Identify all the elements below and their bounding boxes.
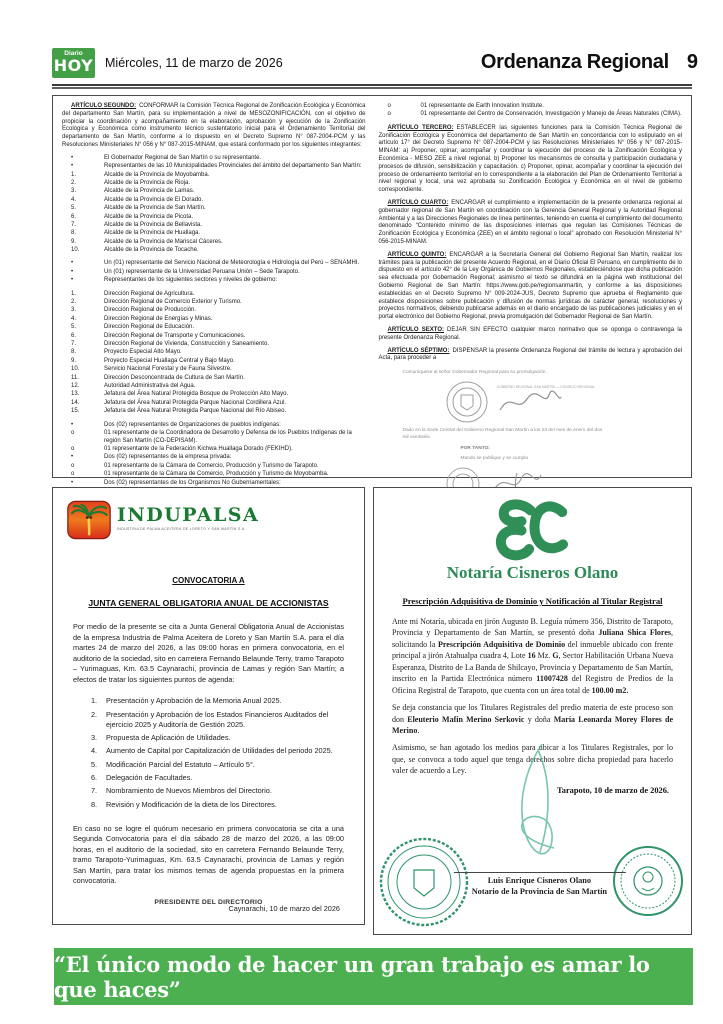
list-text: 01 representante de la Federación Kichwa Huallaga Dorado (FEKIHD).: [104, 446, 293, 453]
indupalsa-brand-name: INDUPALSA: [117, 504, 260, 526]
list-marker: •: [71, 260, 74, 267]
agenda-item: [91, 800, 340, 810]
scan-comuniquese: Comuníquese al señor Gobernador Regional para su promulgación.: [402, 370, 547, 376]
list-marker: o: [71, 462, 75, 469]
list-marker: 5.: [71, 324, 77, 331]
agenda-number: 7.: [91, 786, 98, 796]
list-text: Dirección Regional de Producción.: [104, 307, 197, 314]
list-marker: o: [71, 429, 75, 436]
notary-signer-title: Notario de la Provincia de San Martín: [471, 887, 608, 897]
list-item: [62, 375, 366, 383]
list-text: Autoridad Administrativa del Agua.: [104, 382, 196, 389]
list-marker: •: [71, 268, 74, 275]
articles-list: [379, 125, 683, 363]
notaria-date: Tarapoto, 10 de marzo de 2026.: [556, 785, 669, 795]
list-text: Servicio Nacional Forestal y de Fauna Silvestre.: [104, 366, 232, 373]
articulo-segundo-text: CONFORMAR la Comisión Técnica Regional de Zonificación Ecológica y Económica del departamento San Martín, para su implementación a nivel de MESOZONIFICACIÓN, con el objetivo de propiciar la coordinación y acompañamiento en la elaboración, aprobación y ejecución de la Zonificación Ecológica y Económica como instrumento técnico sustentatorio inicial para el Ordenamiento Territorial del departamento de San Martín, conforme a lo dispuesto en el Decreto Supremo N° 087-2004-PCM y las Resoluciones Ministeriales N° 056 y N° 087-2015-MINAM, que estará conformado por los siguientes integrantes:: [62, 103, 366, 148]
ordinance-left-column: [62, 103, 366, 486]
list-text: Alcalde de la Provincia de Bellavista.: [104, 221, 203, 228]
list-text: Alcalde de la Provincia de Rioja.: [104, 179, 191, 186]
notaria-document-title: Prescripción Adquisitiva de Dominio y Notificación al Titular Registral: [402, 596, 663, 606]
list-marker: o: [71, 446, 75, 453]
ong-list: [379, 103, 683, 119]
list-item: [62, 358, 366, 366]
list-item: [62, 463, 366, 471]
list-text: Dirección Regional de Agricultura.: [104, 290, 195, 297]
section-title: Ordenanza Regional: [480, 51, 669, 73]
integrantes-list-1: [62, 155, 366, 171]
edition-date: Miércoles, 11 de marzo de 2026: [105, 55, 283, 70]
list-text: Alcalde de la Provincia de San Martín.: [104, 205, 206, 212]
list-marker: 7.: [71, 340, 77, 347]
list-text: Alcalde de la Provincia de Mariscal Cáceres.: [104, 238, 223, 245]
logo-hoy-text: HOY: [53, 55, 94, 75]
agenda-number: 2.: [91, 709, 98, 719]
agenda-item: [91, 760, 340, 770]
list-marker: 2.: [71, 299, 77, 306]
list-marker: 1.: [71, 171, 77, 178]
articulo-paragraph: [379, 200, 683, 247]
paragraph-segment: Juliana Shica Flores: [598, 628, 671, 638]
regional-council-seal-icon: [445, 380, 489, 424]
list-item: [62, 349, 366, 357]
list-item: [62, 400, 366, 408]
notary-signature-area: [374, 832, 691, 928]
agenda-item: [91, 773, 340, 783]
paragraph-segment: del inmueble ubicado con frente principal a jirón Atahualpa cuadra 4, Lote: [392, 639, 674, 661]
agenda-item: [91, 746, 340, 756]
convocatoria-paragraph-1: Por medio de la presente se cita a Junta General Obligatoria Anual de Accionistas de la empresa Industria de Palma Aceitera de Loreto y San Martín S.A. para el día martes 24 de marzo del 2026, a las 09:00 horas en primera convocatoria, en el auditorio de la sociedad, sito en carretera Fernando Belaunde Terry, tramo Tarapoto – Yurimaguas, Km. 63.5 Caynarachi, provincia de Lamas y región San Martín; a efectos de tratar los siguientes puntos de agenda:: [73, 622, 344, 684]
agenda-text: Presentación y Aprobación de la Memoria Anual 2025.: [106, 696, 282, 706]
list-item: [379, 103, 683, 111]
list-marker: 6.: [71, 332, 77, 339]
paragraph-segment: 16: [527, 651, 536, 661]
list-text: 01 representante de la Cámara de Comercio, Producción y Turismo de Tarapoto.: [104, 462, 319, 469]
list-marker: 3.: [71, 307, 77, 314]
list-marker: 2.: [71, 179, 77, 186]
indupalsa-logo-row: [67, 500, 350, 540]
list-item: [62, 214, 366, 222]
agenda-number: 4.: [91, 746, 98, 756]
notaria-name: Notaría Cisneros Olano: [446, 563, 619, 582]
paragraph-segment: y doña: [524, 714, 554, 724]
list-text: Jefatura del Área Natural Protegida Parque Nacional Cordillera Azul.: [104, 399, 287, 406]
agenda-number: 8.: [91, 799, 98, 809]
list-text: Un (01) representante del Servicio Nacional de Meteorología e Hidrología del Perú – SENAMHI.: [104, 260, 360, 267]
notaria-cisneros-logo-icon: [483, 498, 583, 560]
paragraph-segment: .: [417, 725, 420, 735]
list-marker: 15.: [71, 408, 80, 415]
list-text: El Gobernador Regional de San Martín o su representante.: [104, 154, 262, 161]
list-item: [62, 454, 366, 462]
list-item: [62, 422, 366, 430]
list-marker: •: [71, 163, 74, 170]
list-marker: 9.: [71, 238, 77, 245]
list-marker: •: [71, 154, 74, 161]
paragraph-segment: María Leonarda Morey Flores de Merino: [392, 714, 673, 735]
articulo-label: ARTÍCULO CUARTO:: [387, 199, 449, 206]
list-item: [62, 205, 366, 213]
notaria-paragraph-3: Asimismo, se han agotado los medios para ubicar a los Titulares Registrales, por lo que, se convoca a todo aquel que tenga derechos sobre dicha propiedad para hacerlo valer de acuerdo a Ley.: [392, 743, 673, 776]
paragraph-segment: Prescripción Adquisitiva de Dominio: [438, 639, 566, 649]
presidente-directorio-label: PRESIDENTE DEL DIRECTORIO: [154, 899, 263, 906]
list-marker: 4.: [71, 315, 77, 322]
list-marker: 12.: [71, 382, 80, 389]
list-text: Dos (02) representantes de la empresa privada:: [104, 454, 232, 461]
notaria-logo: [390, 498, 675, 565]
agenda-text: Delegación de Facultades.: [106, 773, 193, 783]
list-item: [62, 180, 366, 188]
junta-title: JUNTA GENERAL OBLIGATORIA ANUAL DE ACCIONISTAS: [88, 598, 329, 608]
articulo-text: ESTABLECER las siguientes funciones para la Comisión Técnica Regional de Zonificación Ecológica y Económica del departamento de San Martín en concordancia con lo estipulado en el artículo 17° del Decreto Supremo N° 087-2004-PCM y las Resoluciones Ministeriales N° 056 y N° 087-2015-MINAM: a) Proponer, opinar, acompañar y coordinar la ejecución del proceso de la Zonificación Ecológica y Económica - MESO ZEE a nivel regional. b) Proponer los mecanismos de consulta y participación ciudadana y procesos de difusión, sensibilización y capacitación. c) Proponer, opinar, acompañar y coordinar la ejecución del proceso de ordenamiento territorial en lo correspondiente a la elaboración del Plan de Ordenamiento Territorial a nivel regional y local, una vez aprobada su Zonificación Ecológica y Económica en el nivel de gobierno correspondiente.: [378, 124, 682, 194]
convocatoria-titles: [67, 576, 350, 608]
list-text: Jefatura del Área Natural Protegida Parque Nacional del Río Abiseo.: [104, 408, 287, 415]
paragraph-segment: Ante mi Notaría, ubicada en jirón Augusto B. Leguía número 356, Distrito de Tarapoto, Provincia y Departamento de San Martín, se presentó doña: [392, 617, 673, 638]
agenda-text: Propuesta de Aplicación de Utilidades.: [106, 733, 231, 742]
integrantes-list-3: [62, 422, 366, 488]
list-marker: •: [71, 479, 74, 486]
list-item: [62, 341, 366, 349]
agenda-text: Revisión y Modificación de la dieta de los Directores.: [106, 799, 277, 809]
list-item: [62, 277, 366, 285]
list-text: Jefatura del Área Natural Protegida Bosque de Protección Alto Mayo.: [104, 391, 289, 398]
list-text: 01 representante de la Coordinadora de Desarrollo y Defensa de los Pueblos Indígenas de la región San Martín (CO-DEPISAM).: [104, 429, 352, 444]
list-marker: 11.: [71, 374, 79, 381]
list-text: Representantes de los siguientes sectores y niveles de gobierno:: [104, 277, 278, 284]
list-item: [62, 408, 366, 416]
list-text: 01 representante del Centro de Conservación, Investigación y Manejo de Áreas Naturales (CIMA).: [420, 111, 682, 118]
ordinance-section: [52, 95, 692, 486]
scan-dado: Dado en la Sede Central del Gobierno Regional San Martín a los 23 del mes de enero del dos mil veintiséis.: [402, 427, 603, 440]
agenda-text: Nombramiento de Nuevos Miembros del Directorio.: [106, 786, 272, 796]
list-marker: 10.: [71, 247, 80, 254]
paragraph-segment: , solicitando la: [392, 628, 673, 649]
articulo-label: ARTÍCULO QUINTO:: [387, 251, 447, 258]
paragraph-segment: 100.00 m2.: [591, 685, 629, 695]
scan-por-tanto: POR TANTO:: [460, 446, 490, 452]
list-item: [62, 316, 366, 324]
list-item: [62, 163, 366, 171]
articulo-text: ENCARGAR el cumplimiento e implementación de la presente ordenanza regional al gobernador regional de San Martín en coordinación con la Gerencia General Regional y la Autoridad Regional Ambiental y a las Direcciones Regionales de línea pertinentes, teniendo en cuenta el cumplimiento del documento denominado “Contenido mínimo de las disposiciones internas que regulan las Comisiones Técnicas de Zonificación Ecológica y Económica (ZEE) en el ámbito regional o local” aprobado con Resolución Ministerial N° 056-2015-MINAM.: [378, 199, 683, 245]
list-marker: •: [71, 277, 74, 284]
indupalsa-palm-logo-icon: [67, 500, 111, 540]
list-item: [62, 446, 366, 454]
list-text: Alcalde de la Provincia de Huallaga.: [104, 230, 201, 237]
articulo-label: ARTÍCULO TERCERO:: [387, 124, 454, 131]
articulo-label: ARTÍCULO SÉPTIMO:: [387, 347, 450, 354]
agenda-text: Presentación y Aprobación de los Estados Financieros Auditados del ejercicio 2025 y Auditoría de Gestión 2025.: [106, 709, 329, 729]
list-item: [62, 197, 366, 205]
header-divider: [52, 84, 692, 89]
list-item: [62, 155, 366, 163]
list-marker: 8.: [71, 349, 77, 356]
list-marker: 7.: [71, 221, 77, 228]
articulo-paragraph: [379, 348, 683, 364]
list-text: Dirección Regional de Energías y Minas.: [104, 315, 213, 322]
agenda-number: 5.: [91, 759, 98, 769]
list-text: Alcalde de la Provincia de El Dorado.: [104, 196, 204, 203]
scan-mando: Mando se publique y se cumpla: [460, 455, 528, 461]
agenda-number: 6.: [91, 773, 98, 783]
list-item: [62, 366, 366, 374]
notaria-paragraph-2: [392, 702, 673, 736]
list-text: Dirección Regional de Vivienda, Construcción y Saneamiento.: [104, 340, 269, 347]
list-text: Dos (02) representantes de Organizaciones de pueblos indígenas:: [104, 421, 281, 428]
sectors-list: [62, 291, 366, 416]
convocatoria-title: CONVOCATORIA A: [172, 576, 245, 585]
scan-stamp-row-1: [445, 380, 647, 424]
list-marker: •: [71, 454, 74, 461]
footer-quote-text: “El único modo de hacer un gran trabajo es amar lo que haces”: [54, 951, 650, 1002]
list-text: Un (01) representante de la Universidad Peruana Unión – Sede Tarapoto.: [104, 268, 300, 275]
list-item: [62, 172, 366, 180]
articulo-segundo: [62, 103, 366, 150]
indupalsa-brand-block: [117, 500, 259, 531]
agenda-text: Modificación Parcial del Estatuto – Artículo 5°.: [106, 759, 255, 769]
notary-signer-block: [453, 872, 625, 898]
list-marker: 1.: [71, 290, 77, 297]
paragraph-segment: 11007428: [536, 674, 568, 684]
paragraph-segment: Se deja constancia que los Titulares Registrales del predio materia de este proceso son don: [392, 703, 673, 724]
agenda-item: [91, 696, 340, 706]
seal-caption: GOBIERNO REGIONAL SAN MARTÍN — CONSEJO REGIONAL: [496, 384, 596, 389]
list-item: [379, 111, 683, 119]
notary-signer-name: Luis Enrique Cisneros Olano: [487, 875, 592, 885]
list-text: Dirección Regional de Transporte y Comunicaciones.: [104, 332, 246, 339]
convocatoria-date: Caynarachi, 10 de marzo del 2026: [228, 904, 340, 914]
list-item: [62, 269, 366, 277]
agenda-number: 3.: [91, 733, 98, 742]
paragraph-segment: Eleuterio Mafín Merino Serkovic: [407, 714, 525, 724]
list-marker: 5.: [71, 205, 77, 212]
list-marker: 9.: [71, 357, 77, 364]
list-marker: 8.: [71, 230, 77, 237]
official-signature-icon: [497, 389, 563, 415]
list-text: Dos (02) representantes de los Organismos No Gubernamentales:: [104, 479, 281, 486]
paragraph-segment: del Registro de Predios de la Oficina Registral de Tarapoto, que cuenta con un área total de: [392, 674, 673, 695]
scan-seal-caption-and-signature: [497, 385, 596, 419]
list-item: [62, 391, 366, 399]
list-item: [62, 239, 366, 247]
list-text: Dirección Regional de Comercio Exterior y Turismo.: [104, 299, 242, 306]
articulo-paragraph: [379, 252, 683, 322]
signature-scan-block: [403, 370, 647, 502]
agenda-number: 1.: [91, 696, 98, 706]
list-text: Alcalde de la Provincia de Moyobamba.: [104, 171, 210, 178]
list-text: Alcalde de la Provincia de Lamas.: [104, 188, 195, 195]
list-item: [62, 260, 366, 268]
provinces-list: [62, 172, 366, 255]
agenda-item: [91, 733, 340, 743]
list-text: Alcalde de la Provincia de Tocache.: [104, 247, 199, 254]
articulo-label: ARTÍCULO SEXTO:: [387, 326, 445, 333]
list-item: [62, 471, 366, 479]
list-item: [62, 430, 366, 446]
list-item: [62, 324, 366, 332]
list-text: Alcalde de la Provincia de Picota.: [104, 213, 194, 220]
agenda-text: Aumento de Capital por Capitalización de Utilidades del periodo 2025.: [106, 746, 333, 756]
list-marker: 10.: [71, 366, 80, 373]
list-text: Dirección Desconcentrada de Cultura de San Martín.: [104, 374, 245, 381]
list-text: Proyecto Especial Alto Mayo.: [104, 349, 182, 356]
masthead: [52, 46, 698, 79]
articulo-text: DISPENSAR la presente Ordenanza Regional del trámite de lectura y aprobación del Acta, para proceder a: [378, 347, 683, 362]
list-marker: 4.: [71, 196, 77, 203]
notaria-notice: [373, 487, 692, 935]
list-marker: 13.: [71, 391, 80, 398]
agenda-item: [91, 710, 340, 730]
articulo-text: ENCARGAR a la Secretaría General del Gobierno Regional San Martín, realizar los trámites para la publicación del presente Acuerdo Regional, en el Diario Oficial El Peruano, en cumplimiento de lo dispuesto en el artículo 42° de la Ley Orgánica de Gobiernos Regionales, estableciéndose que dicha publicación sea efectuada por Gobernación Regional; asimismo el texto se difundirá en la página web institucional del Gobierno Regional de San Martín: https://www.gob.pe/regionsanmartin, y conforme a las disposiciones establecidas en el Decreto Supremo N° 009-2024-JUS, Decreto Supremo que aprueba el Reglamento que establece disposiciones sobre publicación y difusión de normas jurídicas de carácter general, resoluciones y proyectos normativos, debiendo publicarse además en el diario encargado de las publicaciones judiciales y en el portal electrónico del Gobierno Regional, previa promulgación del Gobernador Regional de San Martín.: [378, 251, 683, 321]
list-item: [62, 383, 366, 391]
list-marker: 3.: [71, 188, 77, 195]
list-item: [62, 333, 366, 341]
list-marker: 6.: [71, 213, 77, 220]
list-text: Dirección Regional de Educación.: [104, 324, 195, 331]
list-marker: •: [71, 421, 74, 428]
logo-diario-text: Diario: [64, 50, 83, 58]
paragraph-segment: G: [552, 651, 559, 661]
ordinance-right-column: [379, 103, 683, 470]
list-marker: o: [387, 103, 391, 109]
articulo-segundo-label: ARTÍCULO SEGUNDO:: [71, 103, 137, 109]
paragraph-segment: , Sector Habilitación Urbana Nueva Esperanza, Distrito de La Banda de Shilcayo, Provincia y Departamento de San Martín, inscrito en la Partida Electrónica número: [392, 651, 674, 684]
diario-hoy-logo: [52, 48, 95, 78]
list-item: [62, 299, 366, 307]
page-number: 9: [686, 51, 698, 73]
paragraph-segment: Mz.: [535, 651, 553, 661]
list-item: [62, 291, 366, 299]
list-item: [62, 307, 366, 315]
list-text: 01 representante de la Cámara de Comercio, Producción y Turismo de Moyobamba.: [104, 471, 329, 478]
articulo-text: DEJAR SIN EFECTO cualquier marco normativo que se oponga o contravenga la presente Ordenanza Regional.: [378, 326, 683, 341]
list-text: Proyecto Especial Huallaga Central y Bajo Mayo.: [104, 357, 235, 364]
list-item: [62, 222, 366, 230]
indupalsa-brand-subtitle: INDUSTRIA DE PALMA ACEITERA DE LORETO Y SAN MARTÍN S.A.: [117, 527, 246, 531]
footer-quote-bar: [54, 948, 693, 1005]
articulo-paragraph: [379, 327, 683, 343]
integrantes-list-2: [62, 260, 366, 285]
list-marker: o: [71, 471, 75, 478]
articulo-paragraph: [379, 125, 683, 195]
list-item: [62, 247, 366, 255]
agenda-item: [91, 786, 340, 796]
list-item: [62, 188, 366, 196]
notaria-paragraph-1: [392, 616, 673, 696]
list-text: 01 representante de Earth Innovation Institute.: [420, 103, 544, 109]
convocatoria-paragraph-2: En caso no se logre el quórum necesario en primera convocatoria se cita a una Segunda Convocatoria para el día sábado 28 de marzo del 2026, a las 09:00 horas, en el auditorio de la sociedad, sito en carretera Fernando Belaunde Terry, tramo Tarapoto-Yurimaguas, Km. 63.5 Caynarachi, provincia de Lamas y región San Martín, para tratar los mismos temas de agenda propuestas en la primera convocatoria.: [73, 823, 344, 886]
list-item: [62, 230, 366, 238]
indupalsa-notice: [52, 487, 365, 925]
list-marker: 14.: [71, 399, 80, 406]
list-text: Representantes de las 10 Municipalidades Provinciales del ámbito del departamento San Martín:: [104, 163, 362, 170]
list-marker: o: [387, 111, 391, 118]
agenda-list: [91, 696, 340, 809]
signature-line: [453, 872, 625, 873]
masthead-right: [481, 51, 698, 74]
